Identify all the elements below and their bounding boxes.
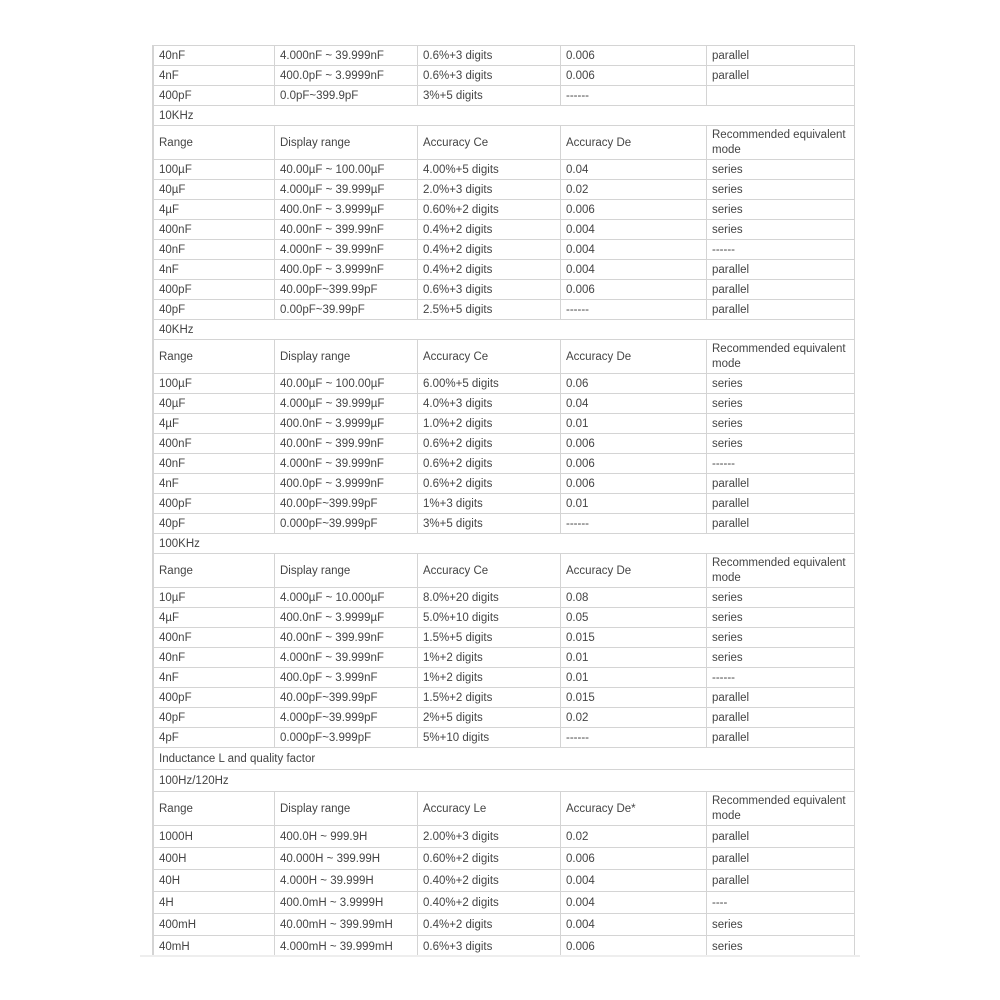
dissipation-value-cell: 0.01 xyxy=(561,494,707,514)
display-range-cell: 40.00mH ~ 399.99mH xyxy=(275,914,418,936)
accuracy-value-cell: 5.0%+10 digits xyxy=(418,608,561,628)
mode-cell: parallel xyxy=(707,728,855,748)
table-row xyxy=(154,848,855,870)
accuracy-value-cell: 0.4%+2 digits xyxy=(418,220,561,240)
header-range: Range xyxy=(154,126,275,160)
header-dissipation: Accuracy De* xyxy=(561,792,707,826)
table-row xyxy=(154,220,855,240)
table-row xyxy=(154,474,855,494)
mode-cell: series xyxy=(707,434,855,454)
mode-cell: series xyxy=(707,628,855,648)
column-header-row xyxy=(154,554,855,588)
display-range-cell: 400.0nF ~ 3.9999µF xyxy=(275,200,418,220)
display-range-cell: 40.00µF ~ 100.00µF xyxy=(275,160,418,180)
header-dissipation: Accuracy De xyxy=(561,126,707,160)
accuracy-value-cell: 3%+5 digits xyxy=(418,514,561,534)
table-row xyxy=(154,180,855,200)
range-cell: 400nF xyxy=(154,434,275,454)
mode-cell: series xyxy=(707,936,855,957)
accuracy-value-cell: 0.60%+2 digits xyxy=(418,200,561,220)
header-dissipation: Accuracy De xyxy=(561,554,707,588)
accuracy-value-cell: 2.00%+3 digits xyxy=(418,826,561,848)
column-header-row xyxy=(154,126,855,160)
table-row xyxy=(154,454,855,474)
accuracy-value-cell: 0.6%+3 digits xyxy=(418,936,561,957)
header-accuracy: Accuracy Ce xyxy=(418,126,561,160)
mode-cell: series xyxy=(707,394,855,414)
mode-cell: parallel xyxy=(707,260,855,280)
dissipation-value-cell: 0.006 xyxy=(561,434,707,454)
dissipation-value-cell: 0.06 xyxy=(561,374,707,394)
range-cell: 400nF xyxy=(154,220,275,240)
accuracy-value-cell: 0.4%+2 digits xyxy=(418,240,561,260)
accuracy-value-cell: 0.6%+3 digits xyxy=(418,46,561,66)
accuracy-value-cell: 3%+5 digits xyxy=(418,86,561,106)
dissipation-value-cell: 0.004 xyxy=(561,870,707,892)
table-row xyxy=(154,434,855,454)
dissipation-value-cell: 0.05 xyxy=(561,608,707,628)
table-row xyxy=(154,66,855,86)
frequency-section-label xyxy=(154,106,855,126)
display-range-cell: 40.00nF ~ 399.99nF xyxy=(275,220,418,240)
range-cell: 4nF xyxy=(154,66,275,86)
display-range-cell: 0.000pF~3.999pF xyxy=(275,728,418,748)
table-row xyxy=(154,260,855,280)
table-row xyxy=(154,914,855,936)
mode-cell: series xyxy=(707,374,855,394)
dissipation-value-cell: 0.004 xyxy=(561,220,707,240)
mode-cell: parallel xyxy=(707,494,855,514)
frequency-section-label-cell: 10KHz xyxy=(154,106,855,126)
range-cell: 400mH xyxy=(154,914,275,936)
dissipation-value-cell: 0.015 xyxy=(561,628,707,648)
accuracy-value-cell: 1.5%+2 digits xyxy=(418,688,561,708)
header-dissipation: Accuracy De xyxy=(561,340,707,374)
display-range-cell: 40.00pF~399.99pF xyxy=(275,494,418,514)
display-range-cell: 400.0H ~ 999.9H xyxy=(275,826,418,848)
accuracy-value-cell: 0.6%+2 digits xyxy=(418,474,561,494)
mode-cell: parallel xyxy=(707,826,855,848)
dissipation-value-cell: 0.08 xyxy=(561,588,707,608)
mode-cell: parallel xyxy=(707,688,855,708)
range-cell: 4nF xyxy=(154,260,275,280)
spec-table xyxy=(153,45,855,956)
header-range: Range xyxy=(154,340,275,374)
accuracy-value-cell: 0.6%+3 digits xyxy=(418,66,561,86)
table-row xyxy=(154,668,855,688)
display-range-cell: 4.000pF~39.999pF xyxy=(275,708,418,728)
dissipation-value-cell: 0.004 xyxy=(561,260,707,280)
accuracy-value-cell: 4.00%+5 digits xyxy=(418,160,561,180)
display-range-cell: 400.0pF ~ 3.9999nF xyxy=(275,260,418,280)
range-cell: 400nF xyxy=(154,628,275,648)
spec-table-body xyxy=(154,46,855,957)
mode-cell: series xyxy=(707,220,855,240)
range-cell: 400H xyxy=(154,848,275,870)
table-row xyxy=(154,708,855,728)
range-cell: 1000H xyxy=(154,826,275,848)
display-range-cell: 0.000pF~39.999pF xyxy=(275,514,418,534)
header-display-range: Display range xyxy=(275,554,418,588)
header-display-range: Display range xyxy=(275,126,418,160)
mode-cell: series xyxy=(707,588,855,608)
accuracy-value-cell: 1.0%+2 digits xyxy=(418,414,561,434)
dissipation-value-cell: 0.006 xyxy=(561,280,707,300)
mode-cell xyxy=(707,86,855,106)
display-range-cell: 400.0nF ~ 3.9999µF xyxy=(275,608,418,628)
dissipation-value-cell: 0.04 xyxy=(561,394,707,414)
mode-cell: parallel xyxy=(707,708,855,728)
header-range: Range xyxy=(154,792,275,826)
mode-cell: series xyxy=(707,648,855,668)
range-cell: 40nF xyxy=(154,240,275,260)
table-row xyxy=(154,394,855,414)
header-accuracy: Accuracy Ce xyxy=(418,340,561,374)
display-range-cell: 4.000mH ~ 39.999mH xyxy=(275,936,418,957)
mode-cell: ------ xyxy=(707,454,855,474)
column-header-row xyxy=(154,340,855,374)
frequency-section-label xyxy=(154,320,855,340)
range-cell: 400pF xyxy=(154,688,275,708)
display-range-cell: 4.000µF ~ 10.000µF xyxy=(275,588,418,608)
inductance-section-title-cell: Inductance L and quality factor xyxy=(154,748,855,770)
display-range-cell: 400.0pF ~ 3.9999nF xyxy=(275,66,418,86)
dissipation-value-cell: 0.04 xyxy=(561,160,707,180)
display-range-cell: 4.000µF ~ 39.999µF xyxy=(275,394,418,414)
header-accuracy: Accuracy Le xyxy=(418,792,561,826)
mode-cell: parallel xyxy=(707,46,855,66)
dissipation-value-cell: 0.01 xyxy=(561,668,707,688)
range-cell: 40pF xyxy=(154,708,275,728)
frequency-section-label xyxy=(154,534,855,554)
display-range-cell: 4.000H ~ 39.999H xyxy=(275,870,418,892)
mode-cell: parallel xyxy=(707,66,855,86)
table-row xyxy=(154,870,855,892)
accuracy-value-cell: 8.0%+20 digits xyxy=(418,588,561,608)
accuracy-value-cell: 0.4%+2 digits xyxy=(418,914,561,936)
mode-cell: series xyxy=(707,608,855,628)
table-row xyxy=(154,200,855,220)
frequency-section-label xyxy=(154,770,855,792)
table-row xyxy=(154,86,855,106)
mode-cell: series xyxy=(707,180,855,200)
frequency-section-label-cell: 40KHz xyxy=(154,320,855,340)
dissipation-value-cell: 0.004 xyxy=(561,892,707,914)
display-range-cell: 40.00nF ~ 399.99nF xyxy=(275,434,418,454)
accuracy-value-cell: 0.4%+2 digits xyxy=(418,260,561,280)
dissipation-value-cell: ------ xyxy=(561,514,707,534)
spec-table-page xyxy=(152,45,855,956)
table-row xyxy=(154,588,855,608)
table-row xyxy=(154,46,855,66)
table-row xyxy=(154,280,855,300)
mode-cell: parallel xyxy=(707,514,855,534)
table-row xyxy=(154,240,855,260)
range-cell: 10µF xyxy=(154,588,275,608)
dissipation-value-cell: 0.006 xyxy=(561,66,707,86)
display-range-cell: 0.0pF~399.9pF xyxy=(275,86,418,106)
table-row xyxy=(154,936,855,957)
mode-cell: series xyxy=(707,200,855,220)
accuracy-value-cell: 4.0%+3 digits xyxy=(418,394,561,414)
accuracy-value-cell: 6.00%+5 digits xyxy=(418,374,561,394)
range-cell: 400pF xyxy=(154,280,275,300)
table-row xyxy=(154,608,855,628)
frequency-section-label-cell: 100KHz xyxy=(154,534,855,554)
accuracy-value-cell: 2.5%+5 digits xyxy=(418,300,561,320)
mode-cell: ------ xyxy=(707,668,855,688)
display-range-cell: 400.0mH ~ 3.9999H xyxy=(275,892,418,914)
display-range-cell: 4.000nF ~ 39.999nF xyxy=(275,648,418,668)
display-range-cell: 40.000H ~ 399.99H xyxy=(275,848,418,870)
dissipation-value-cell: 0.01 xyxy=(561,648,707,668)
accuracy-value-cell: 1.5%+5 digits xyxy=(418,628,561,648)
range-cell: 40H xyxy=(154,870,275,892)
dissipation-value-cell: 0.006 xyxy=(561,474,707,494)
table-row xyxy=(154,892,855,914)
accuracy-value-cell: 1%+2 digits xyxy=(418,668,561,688)
range-cell: 4µF xyxy=(154,200,275,220)
table-row xyxy=(154,728,855,748)
accuracy-value-cell: 0.6%+3 digits xyxy=(418,280,561,300)
mode-cell: series xyxy=(707,160,855,180)
dissipation-value-cell: 0.02 xyxy=(561,826,707,848)
accuracy-value-cell: 0.40%+2 digits xyxy=(418,892,561,914)
inductance-section-title xyxy=(154,748,855,770)
header-range: Range xyxy=(154,554,275,588)
display-range-cell: 4.000nF ~ 39.999nF xyxy=(275,46,418,66)
accuracy-value-cell: 2%+5 digits xyxy=(418,708,561,728)
column-header-row xyxy=(154,792,855,826)
mode-cell: series xyxy=(707,914,855,936)
mode-cell: parallel xyxy=(707,870,855,892)
mode-cell: parallel xyxy=(707,280,855,300)
dissipation-value-cell: ------ xyxy=(561,86,707,106)
range-cell: 4µF xyxy=(154,608,275,628)
range-cell: 40mH xyxy=(154,936,275,957)
dissipation-value-cell: 0.006 xyxy=(561,848,707,870)
display-range-cell: 400.0pF ~ 3.999nF xyxy=(275,668,418,688)
header-mode: Recommended equivalent mode xyxy=(707,792,855,826)
range-cell: 40pF xyxy=(154,514,275,534)
range-cell: 400pF xyxy=(154,86,275,106)
range-cell: 100µF xyxy=(154,374,275,394)
header-mode: Recommended equivalent mode xyxy=(707,340,855,374)
frequency-section-label-cell: 100Hz/120Hz xyxy=(154,770,855,792)
accuracy-value-cell: 1%+2 digits xyxy=(418,648,561,668)
display-range-cell: 40.00pF~399.99pF xyxy=(275,688,418,708)
table-row xyxy=(154,494,855,514)
table-row xyxy=(154,374,855,394)
mode-cell: parallel xyxy=(707,474,855,494)
mode-cell: parallel xyxy=(707,300,855,320)
range-cell: 4nF xyxy=(154,668,275,688)
display-range-cell: 40.00µF ~ 100.00µF xyxy=(275,374,418,394)
header-display-range: Display range xyxy=(275,340,418,374)
accuracy-value-cell: 0.40%+2 digits xyxy=(418,870,561,892)
dissipation-value-cell: 0.02 xyxy=(561,180,707,200)
display-range-cell: 4.000µF ~ 39.999µF xyxy=(275,180,418,200)
accuracy-value-cell: 2.0%+3 digits xyxy=(418,180,561,200)
range-cell: 40µF xyxy=(154,394,275,414)
table-row xyxy=(154,160,855,180)
display-range-cell: 4.000nF ~ 39.999nF xyxy=(275,454,418,474)
mode-cell: parallel xyxy=(707,848,855,870)
dissipation-value-cell: 0.004 xyxy=(561,914,707,936)
mode-cell: ---- xyxy=(707,892,855,914)
table-row xyxy=(154,688,855,708)
dissipation-value-cell: 0.006 xyxy=(561,454,707,474)
display-range-cell: 400.0nF ~ 3.9999µF xyxy=(275,414,418,434)
dissipation-value-cell: 0.004 xyxy=(561,240,707,260)
mode-cell: ------ xyxy=(707,240,855,260)
header-accuracy: Accuracy Ce xyxy=(418,554,561,588)
header-display-range: Display range xyxy=(275,792,418,826)
dissipation-value-cell: ------ xyxy=(561,728,707,748)
display-range-cell: 4.000nF ~ 39.999nF xyxy=(275,240,418,260)
accuracy-value-cell: 0.6%+2 digits xyxy=(418,454,561,474)
table-row xyxy=(154,628,855,648)
table-row xyxy=(154,648,855,668)
display-range-cell: 40.00pF~399.99pF xyxy=(275,280,418,300)
dissipation-value-cell: 0.01 xyxy=(561,414,707,434)
range-cell: 4H xyxy=(154,892,275,914)
display-range-cell: 400.0pF ~ 3.9999nF xyxy=(275,474,418,494)
range-cell: 4µF xyxy=(154,414,275,434)
range-cell: 40nF xyxy=(154,454,275,474)
mode-cell: series xyxy=(707,414,855,434)
range-cell: 100µF xyxy=(154,160,275,180)
table-row xyxy=(154,300,855,320)
page-bottom-edge xyxy=(140,955,860,957)
range-cell: 40µF xyxy=(154,180,275,200)
dissipation-value-cell: 0.006 xyxy=(561,200,707,220)
display-range-cell: 40.00nF ~ 399.99nF xyxy=(275,628,418,648)
dissipation-value-cell: ------ xyxy=(561,300,707,320)
dissipation-value-cell: 0.006 xyxy=(561,46,707,66)
accuracy-value-cell: 1%+3 digits xyxy=(418,494,561,514)
display-range-cell: 0.00pF~39.99pF xyxy=(275,300,418,320)
range-cell: 40nF xyxy=(154,648,275,668)
table-row xyxy=(154,826,855,848)
table-row xyxy=(154,414,855,434)
accuracy-value-cell: 0.60%+2 digits xyxy=(418,848,561,870)
range-cell: 4pF xyxy=(154,728,275,748)
dissipation-value-cell: 0.015 xyxy=(561,688,707,708)
accuracy-value-cell: 5%+10 digits xyxy=(418,728,561,748)
range-cell: 400pF xyxy=(154,494,275,514)
dissipation-value-cell: 0.02 xyxy=(561,708,707,728)
header-mode: Recommended equivalent mode xyxy=(707,126,855,160)
range-cell: 40pF xyxy=(154,300,275,320)
accuracy-value-cell: 0.6%+2 digits xyxy=(418,434,561,454)
dissipation-value-cell: 0.006 xyxy=(561,936,707,957)
table-row xyxy=(154,514,855,534)
range-cell: 4nF xyxy=(154,474,275,494)
header-mode: Recommended equivalent mode xyxy=(707,554,855,588)
range-cell: 40nF xyxy=(154,46,275,66)
